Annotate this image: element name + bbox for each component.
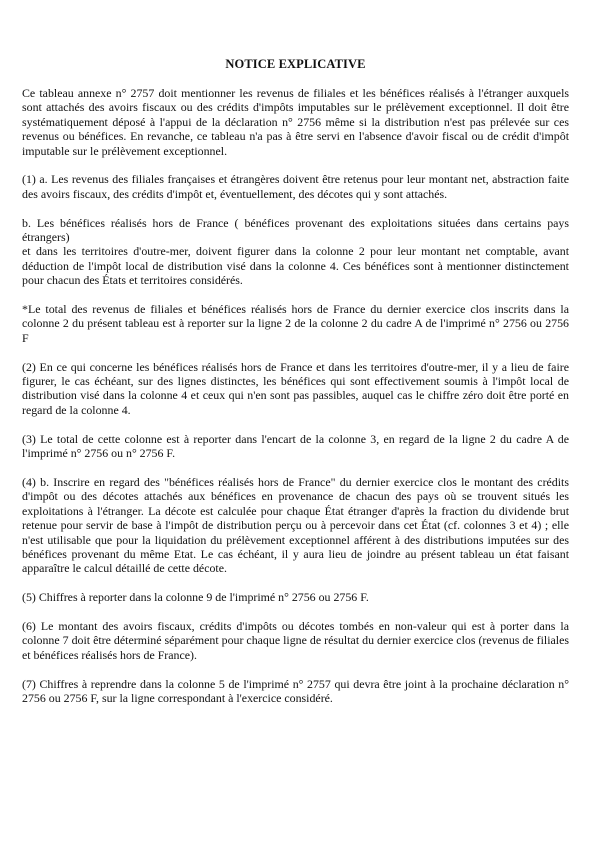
note-1b-paragraph xyxy=(22,216,569,288)
note-1b-first-line: b. Les bénéfices réalisés hors de France ( bénéfices provenant des exploitations situées dans certains pays étrangers) xyxy=(22,215,569,245)
notice-title: NOTICE EXPLICATIVE xyxy=(225,57,366,71)
note-4b-paragraph: (4) b. Inscrire en regard des "bénéfices réalisés hors de France" du dernier exercice clos le montant des crédits d'impôt ou des décotes attachés aux bénéfices en provenance de chacun des pays où se trouvent situés les exploitations à l'étranger. La décote est calculée pour chaque État étranger d'après la fraction du dividende brut retenue pour servir de base à l'impôt de distribution perçu ou à percevoir dans cet État (cf. colonnes 3 et 4) ; elle n'est utilisable que pour la liquidation du prélèvement exceptionnel afférent à des distributions imputées sur des bénéfices provenant du même Etat. Le cas échéant, il y aura lieu de joindre au présent tableau un état faisant apparaître le calcul détaillé de cette décote. xyxy=(22,474,569,576)
total-note-paragraph: *Le total des revenus de filiales et bénéfices réalisés hors de France du dernier exercice clos inscrits dans la colonne 2 du présent tableau est à reporter sur la ligne 2 de la colonne 2 du cadre A de l'imprimé n° 2756 ou 2756 F xyxy=(22,302,569,345)
intro-paragraph: Ce tableau annexe n° 2757 doit mentionner les revenus de filiales et les bénéfices réalisés à l'étranger auxquels sont attachés des avoirs fiscaux ou des crédits d'impôts imputables sur le prélèvement exceptionnel. Il doit être systématiquement déposé à l'appui de la déclaration n° 2756 même si la distribution n'est pas prélevée sur ces revenus ou bénéfices. En revanche, ce tableau n'a pas à être servi en l'absence d'avoir fiscal ou de crédit d'impôt imputable sur le prélèvement exceptionnel. xyxy=(22,86,569,158)
notice-page xyxy=(22,56,569,720)
note-1a-paragraph: (1) a. Les revenus des filiales françaises et étrangères doivent être retenus pour leur montant net, abstraction faite des avoirs fiscaux, des crédits d'impôt et, éventuellement, des décotes qui y sont attachés. xyxy=(22,172,569,201)
note-6-paragraph: (6) Le montant des avoirs fiscaux, crédits d'impôts ou décotes tombés en non-valeur qui est à porter dans la colonne 7 doit être déterminé séparément pour chaque ligne de résultat du dernier exercice clos (revenus de filiales et bénéfices réalisés hors de France). xyxy=(22,618,569,662)
note-1b-continuation: et dans les territoires d'outre-mer, doivent figurer dans la colonne 2 pour leur montant net comptable, avant déduction de l'impôt local de distribution visé dans la colonne 4. Ces bénéfices sont à mentionner distinctement pour chacun des États et territoires considérés. xyxy=(22,244,569,288)
note-3-paragraph: (3) Le total de cette colonne est à reporter dans l'encart de la colonne 3, en regard de la ligne 2 du cadre A de l'imprimé n° 2756 ou n° 2756 F. xyxy=(22,431,569,461)
note-7-paragraph: (7) Chiffres à reprendre dans la colonne 5 de l'imprimé n° 2757 qui devra être joint à la prochaine déclaration n° 2756 ou 2756 F, sur la ligne correspondant à l'exercice considéré. xyxy=(22,676,569,705)
note-2-paragraph: (2) En ce qui concerne les bénéfices réalisés hors de France et dans les territoires d'outre-mer, il y a lieu de faire figurer, le cas échéant, sur des lignes distinctes, les bénéfices qui sont effectivement soumis à l'impôt local de distribution visé dans la colonne 4 et ceux qui n'en sont pas passibles, auquel cas le chiffre zéro doit être porté en regard de la colonne 4. xyxy=(22,359,569,417)
note-5-paragraph: (5) Chiffres à reporter dans la colonne 9 de l'imprimé n° 2756 ou 2756 F. xyxy=(22,590,369,605)
